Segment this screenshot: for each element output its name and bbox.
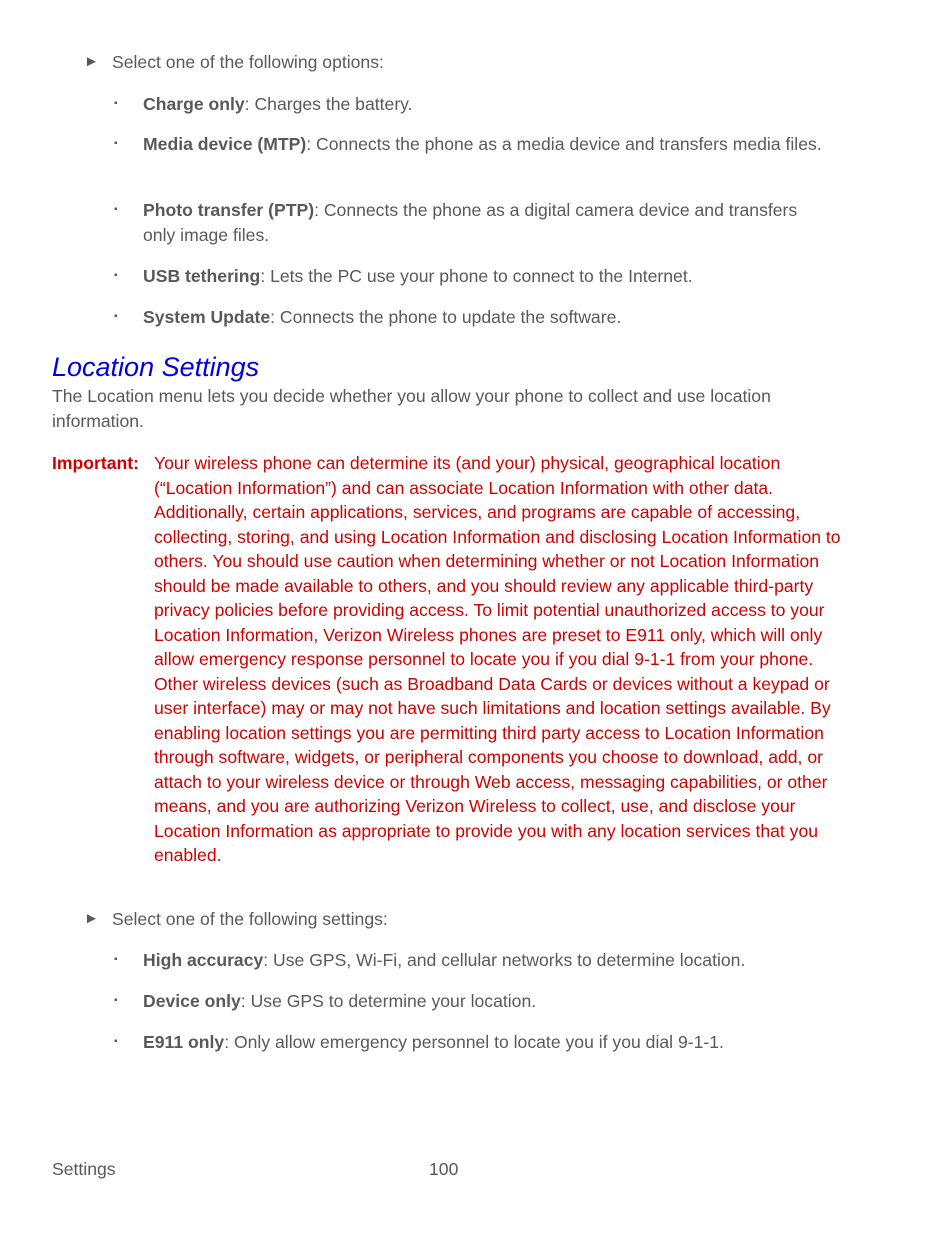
important-text: Your wireless phone can determine its (and your) physical, geographical location (“Location Information”) and can associate Location Information with other data. Additionally, certain applications, services, and programs are capable of accessing, collecting, storing, and using Location Information and disclosing Location Information to others. You should use caution when determining whether or not Location Information should be made available to others, and you should review any applicable third-party privacy policies before providing access. To limit potential unauthorized access to your Location Information, Verizon Wireless phones are preset to E911 only, which will only allow emergency response personnel to locate you if you dial 9-1-1 from your phone. Other wireless devices (such as Broadband Data Cards or devices without a keypad or user interface) may or may not have such limitations and location settings available. By enabling location settings you are permitting third party access to Location Information through software, widgets, or peripheral components you choose to download, add, or attach to your wireless device or through Web access, messaging capabilities, or other means, and you are authorizing Verizon Wireless to collect, use, and disclose your Location Information as appropriate to provide you with any location services that you enabled. bbox=[154, 453, 841, 865]
square-bullet-icon: ▪ bbox=[114, 138, 118, 149]
option-desc: : Charges the battery. bbox=[244, 94, 413, 114]
important-note bbox=[52, 451, 842, 868]
square-bullet-icon: ▪ bbox=[114, 204, 118, 215]
list-item-device-only bbox=[114, 989, 834, 1014]
section-title: Location Settings bbox=[52, 352, 260, 382]
option-desc: : Use GPS, Wi-Fi, and cellular networks to determine location. bbox=[263, 950, 746, 970]
option-desc: : Connects the phone to update the software. bbox=[270, 307, 622, 327]
step-text: Select one of the following settings: bbox=[112, 909, 388, 929]
list-item-text bbox=[143, 305, 834, 330]
list-item-text bbox=[143, 1030, 834, 1055]
list-item-charge-only bbox=[114, 92, 834, 117]
square-bullet-icon: ▪ bbox=[114, 954, 118, 965]
option-desc: : Connects the phone as a digital camera device and transfers only image files. bbox=[143, 200, 798, 245]
list-item-text bbox=[143, 92, 834, 117]
option-term: High accuracy bbox=[143, 950, 264, 970]
option-term: Device only bbox=[143, 991, 241, 1011]
section-intro: The Location menu lets you decide whether you allow your phone to collect and use location information. bbox=[52, 386, 771, 431]
option-term: Photo transfer (PTP) bbox=[143, 200, 315, 220]
option-term: E911 only bbox=[143, 1032, 225, 1052]
list-item-text bbox=[143, 132, 834, 157]
option-desc: : Only allow emergency personnel to locate you if you dial 9-1-1. bbox=[224, 1032, 724, 1052]
step-text: Select one of the following options: bbox=[112, 52, 384, 72]
square-bullet-icon: ▪ bbox=[114, 98, 118, 109]
list-item-system-update bbox=[114, 305, 834, 330]
option-term: USB tethering bbox=[143, 266, 261, 286]
option-desc: : Connects the phone as a media device and transfers media files. bbox=[306, 134, 822, 154]
list-item-e911-only bbox=[114, 1030, 834, 1055]
list-item-media-device bbox=[114, 132, 834, 157]
arrow-bullet-icon: ► bbox=[84, 910, 99, 927]
important-label: Important: bbox=[52, 453, 139, 473]
arrow-bullet-icon: ► bbox=[84, 53, 99, 70]
square-bullet-icon: ▪ bbox=[114, 311, 118, 322]
option-desc: : Use GPS to determine your location. bbox=[240, 991, 537, 1011]
square-bullet-icon: ▪ bbox=[114, 1036, 118, 1047]
option-term: System Update bbox=[143, 307, 271, 327]
footer-section-name: Settings bbox=[52, 1159, 116, 1179]
option-term: Media device (MTP) bbox=[143, 134, 307, 154]
list-item-text bbox=[143, 264, 834, 289]
list-item-high-accuracy bbox=[114, 948, 834, 973]
page-number: 100 bbox=[429, 1159, 459, 1179]
step-select-options bbox=[84, 50, 384, 74]
list-item-text bbox=[143, 948, 834, 973]
list-item-usb-tethering bbox=[114, 264, 834, 289]
list-item-text bbox=[143, 198, 834, 247]
list-item-text bbox=[143, 989, 834, 1014]
square-bullet-icon: ▪ bbox=[114, 995, 118, 1006]
step-select-settings bbox=[84, 907, 388, 931]
option-desc: : Lets the PC use your phone to connect to the Internet. bbox=[260, 266, 693, 286]
list-item-photo-transfer bbox=[114, 198, 834, 247]
option-term: Charge only bbox=[143, 94, 245, 114]
square-bullet-icon: ▪ bbox=[114, 270, 118, 281]
